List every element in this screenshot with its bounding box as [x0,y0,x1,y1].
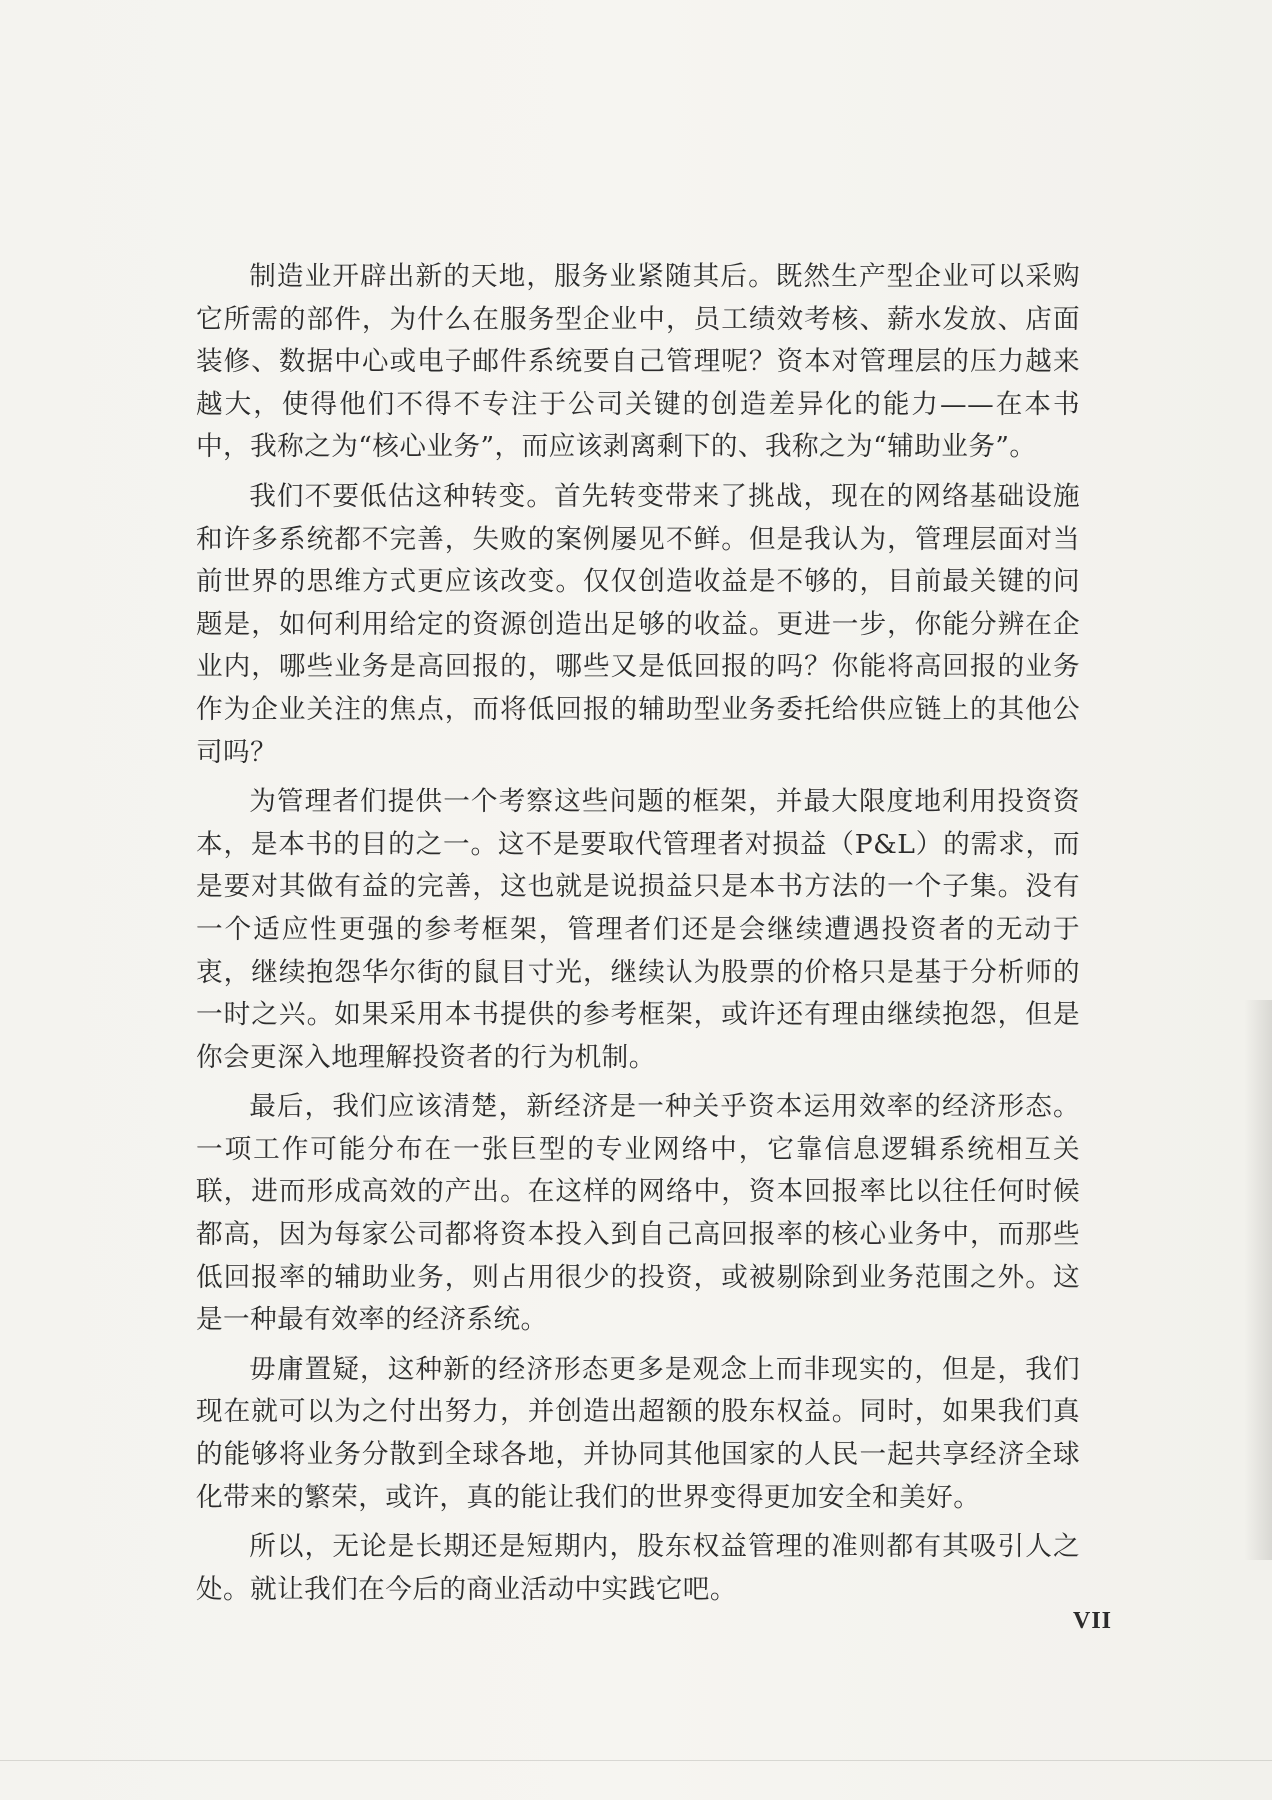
paragraph-3: 为管理者们提供一个考察这些问题的框架，并最大限度地利用投资资本，是本书的目的之一。这不是要取代管理者对损益（P&L）的需求，而是要对其做有益的完善，这也就是说损益只是本书方法的一个子集。没有一个适应性更强的参考框架，管理者们还是会继续遭遇投资者的无动于衷，继续抱怨华尔街的鼠目寸光，继续认为股票的价格只是基于分析师的一时之兴。如果采用本书提供的参考框架，或许还有理由继续抱怨，但是你会更深入地理解投资者的行为机制。 [196,786,1080,1073]
scan-edge-line [0,1760,1272,1761]
scan-shadow [1244,1000,1272,1560]
paragraph-1: 制造业开辟出新的天地，服务业紧随其后。既然生产型企业可以采购它所需的部件，为什么在服务型企业中，员工绩效考核、薪水发放、店面装修、数据中心或电子邮件系统要自己管理呢？资本对管理层的压力越来越大，使得他们不得不专注于公司关键的创造差异化的能力——在本书中，我称之为“核心业务”，而应该剥离剩下的、我称之为“辅助业务”。 [196,261,1080,463]
page-number: VII [1073,1608,1113,1634]
paragraph-6: 所以，无论是长期还是短期内，股东权益管理的准则都有其吸引人之处。就让我们在今后的商业活动中实践它吧。 [196,1531,1080,1605]
body-text [196,256,1080,1618]
paragraph-2: 我们不要低估这种转变。首先转变带来了挑战，现在的网络基础设施和许多系统都不完善，失败的案例屡见不鲜。但是我认为，管理层面对当前世界的思维方式更应该改变。仅仅创造收益是不够的，目前最关键的问题是，如何利用给定的资源创造出足够的收益。更进一步，你能分辨在企业内，哪些业务是高回报的，哪些又是低回报的吗？你能将高回报的业务作为企业关注的焦点，而将低回报的辅助型业务委托给供应链上的其他公司吗？ [196,480,1080,768]
paragraph-5: 毋庸置疑，这种新的经济形态更多是观念上而非现实的，但是，我们现在就可以为之付出努力，并创造出超额的股东权益。同时，如果我们真的能够将业务分散到全球各地，并协同其他国家的人民一起共享经济全球化带来的繁荣，或许，真的能让我们的世界变得更加安全和美好。 [196,1353,1080,1513]
paragraph-4: 最后，我们应该清楚，新经济是一种关乎资本运用效率的经济形态。一项工作可能分布在一张巨型的专业网络中，它靠信息逻辑系统相互关联，进而形成高效的产出。在这样的网络中，资本回报率比以往任何时候都高，因为每家公司都将资本投入到自己高回报率的核心业务中，而那些低回报率的辅助业务，则占用很少的投资，或被剔除到业务范围之外。这是一种最有效率的经济系统。 [196,1091,1080,1336]
